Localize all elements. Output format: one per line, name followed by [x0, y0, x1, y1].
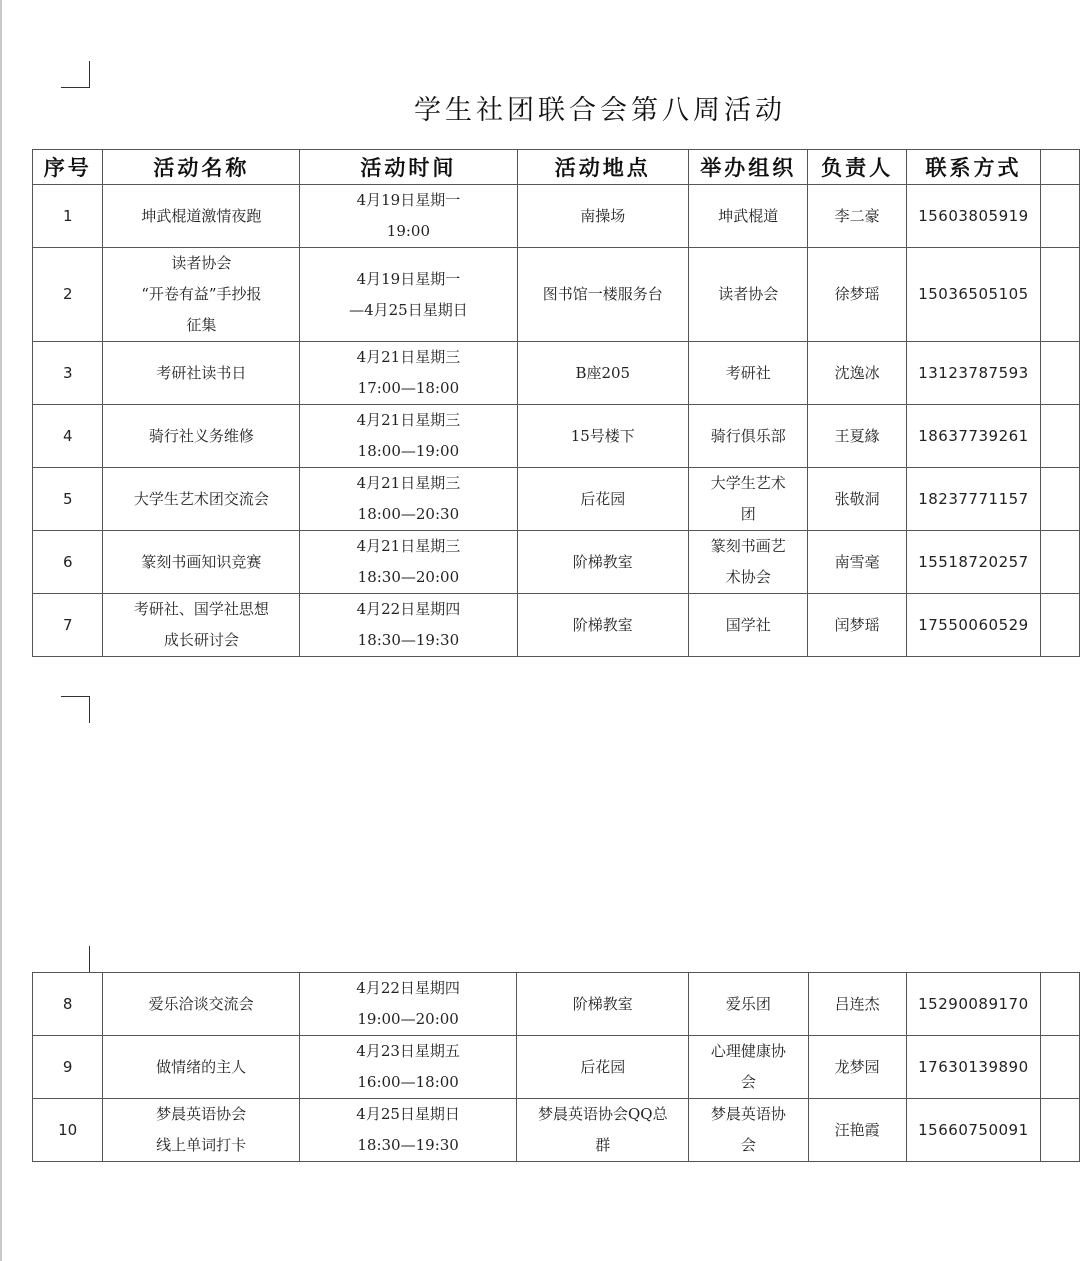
cell-name: 考研社、国学社思想 成长研讨会 — [103, 594, 300, 657]
cell-org: 考研社 — [689, 342, 808, 405]
cell-org: 心理健康协 会 — [689, 1036, 808, 1099]
cell-person: 张敬洞 — [808, 468, 906, 531]
cell-extra — [1041, 594, 1080, 657]
table-header-row — [33, 150, 1080, 185]
cell-phone: 15036505105 — [906, 248, 1040, 342]
cell-extra — [1041, 973, 1080, 1036]
page-corner-mark — [61, 61, 90, 88]
cell-name: 骑行社义务维修 — [103, 405, 300, 468]
cell-place: 后花园 — [517, 1036, 689, 1099]
cell-time: 4月19日星期一 19:00 — [300, 185, 517, 248]
cell-phone: 15660750091 — [906, 1099, 1040, 1162]
cell-org: 骑行俱乐部 — [689, 405, 808, 468]
cell-extra — [1041, 342, 1080, 405]
cell-name: 读者协会 “开卷有益”手抄报 征集 — [103, 248, 300, 342]
cell-place: 15号楼下 — [517, 405, 689, 468]
table-row — [33, 342, 1080, 405]
cell-person: 吕连杰 — [808, 973, 906, 1036]
cell-org: 爱乐团 — [689, 973, 808, 1036]
cell-extra — [1041, 185, 1080, 248]
cell-phone: 18637739261 — [906, 405, 1040, 468]
cell-time: 4月21日星期三 17:00—18:00 — [300, 342, 517, 405]
activity-table — [32, 149, 1080, 657]
cell-org: 国学社 — [689, 594, 808, 657]
header-name: 活动名称 — [103, 150, 300, 185]
cell-no: 7 — [33, 594, 103, 657]
cell-no: 4 — [33, 405, 103, 468]
cell-extra — [1041, 531, 1080, 594]
cell-name: 篆刻书画知识竞赛 — [103, 531, 300, 594]
cell-no: 10 — [33, 1099, 103, 1162]
header-contact: 联系方式 — [906, 150, 1040, 185]
cell-person: 汪艳霞 — [808, 1099, 906, 1162]
cell-phone: 18237771157 — [906, 468, 1040, 531]
cell-time: 4月21日星期三 18:00—19:00 — [300, 405, 517, 468]
cell-name: 梦晨英语协会 线上单词打卡 — [103, 1099, 299, 1162]
cell-person: 李二豪 — [808, 185, 906, 248]
table-row — [33, 468, 1080, 531]
cell-no: 2 — [33, 248, 103, 342]
table-row — [33, 248, 1080, 342]
table-row — [33, 594, 1080, 657]
cell-extra — [1041, 248, 1080, 342]
header-place: 活动地点 — [517, 150, 689, 185]
cell-time: 4月23日星期五 16:00—18:00 — [299, 1036, 517, 1099]
cell-name: 坤武棍道激情夜跑 — [103, 185, 300, 248]
cell-time: 4月21日星期三 18:30—20:00 — [300, 531, 517, 594]
cell-no: 9 — [33, 1036, 103, 1099]
page-corner-mark — [61, 946, 90, 973]
cell-extra — [1041, 405, 1080, 468]
table-row — [33, 185, 1080, 248]
cell-org: 坤武棍道 — [689, 185, 808, 248]
cell-time: 4月21日星期三 18:00—20:30 — [300, 468, 517, 531]
cell-time: 4月22日星期四 18:30—19:30 — [300, 594, 517, 657]
cell-name: 爱乐洽谈交流会 — [103, 973, 299, 1036]
header-no: 序号 — [33, 150, 103, 185]
cell-extra — [1041, 468, 1080, 531]
cell-extra — [1041, 1036, 1080, 1099]
cell-person: 沈逸冰 — [808, 342, 906, 405]
cell-no: 6 — [33, 531, 103, 594]
cell-name: 考研社读书日 — [103, 342, 300, 405]
table-row — [33, 405, 1080, 468]
header-person: 负责人 — [808, 150, 906, 185]
cell-time: 4月25日星期日 18:30—19:30 — [299, 1099, 517, 1162]
page-edge — [0, 0, 2, 1261]
cell-place: 图书馆一楼服务台 — [517, 248, 689, 342]
cell-place: 阶梯教室 — [517, 594, 689, 657]
cell-no: 8 — [33, 973, 103, 1036]
page-corner-mark — [61, 696, 90, 723]
cell-phone: 15518720257 — [906, 531, 1040, 594]
cell-org: 读者协会 — [689, 248, 808, 342]
cell-time: 4月19日星期一 —4月25日星期日 — [300, 248, 517, 342]
cell-place: 南操场 — [517, 185, 689, 248]
cell-place: B座205 — [517, 342, 689, 405]
cell-org: 梦晨英语协 会 — [689, 1099, 808, 1162]
cell-name: 做情绪的主人 — [103, 1036, 299, 1099]
table-row — [33, 973, 1080, 1036]
header-time: 活动时间 — [300, 150, 517, 185]
cell-phone: 15290089170 — [906, 973, 1040, 1036]
cell-person: 龙梦园 — [808, 1036, 906, 1099]
cell-place: 梦晨英语协会QQ总 群 — [517, 1099, 689, 1162]
table-row — [33, 531, 1080, 594]
cell-no: 1 — [33, 185, 103, 248]
cell-person: 闰梦瑶 — [808, 594, 906, 657]
cell-phone: 17550060529 — [906, 594, 1040, 657]
cell-org: 篆刻书画艺 术协会 — [689, 531, 808, 594]
cell-person: 徐梦瑶 — [808, 248, 906, 342]
cell-time: 4月22日星期四 19:00—20:00 — [299, 973, 517, 1036]
activity-table-continued — [32, 972, 1080, 1162]
cell-org: 大学生艺术 团 — [689, 468, 808, 531]
table-row — [33, 1036, 1080, 1099]
cell-no: 3 — [33, 342, 103, 405]
cell-person: 王夏緣 — [808, 405, 906, 468]
cell-extra — [1041, 1099, 1080, 1162]
cell-phone: 13123787593 — [906, 342, 1040, 405]
header-org: 举办组织 — [689, 150, 808, 185]
header-extra — [1041, 150, 1080, 185]
cell-person: 南雪毫 — [808, 531, 906, 594]
document-title: 学生社团联合会第八周活动 — [414, 95, 786, 126]
table-row — [33, 1099, 1080, 1162]
cell-no: 5 — [33, 468, 103, 531]
cell-phone: 15603805919 — [906, 185, 1040, 248]
cell-place: 后花园 — [517, 468, 689, 531]
cell-place: 阶梯教室 — [517, 531, 689, 594]
cell-place: 阶梯教室 — [517, 973, 689, 1036]
cell-name: 大学生艺术团交流会 — [103, 468, 300, 531]
cell-phone: 17630139890 — [906, 1036, 1040, 1099]
